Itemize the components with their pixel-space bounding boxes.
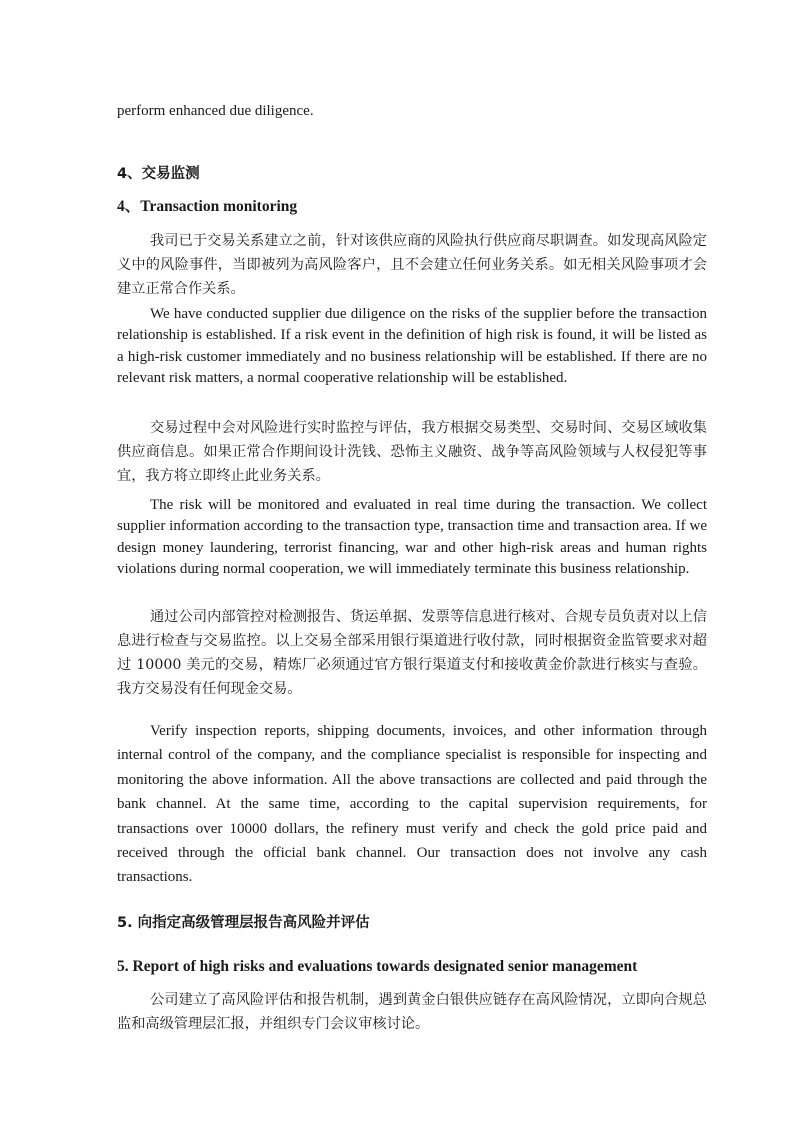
section-5-paragraph-1-zh: 公司建立了高风险评估和报告机制，遇到黄金白银供应链存在高风险情况，立即向合规总监和高级管理层汇报，并组织专门会议审核讨论。 <box>117 992 707 1032</box>
section-5-heading-en: 5. Report of high risks and evaluations towards designated senior management <box>117 958 638 975</box>
section-4-heading-zh: 4、交易监测 <box>117 166 200 182</box>
section-4-paragraph-2-zh: 交易过程中会对风险进行实时监控与评估，我方根据交易类型、交易时间、交易区域收集供应商信息。如果正常合作期间设计洗钱、恐怖主义融资、战争等高风险领域与人权侵犯等事宜，我方将立即终止此业务关系。 <box>117 420 707 484</box>
lead-sentence: perform enhanced due diligence. <box>117 103 314 119</box>
section-4-paragraph-3-en: Verify inspection reports, shipping documents, invoices, and other information through internal control of the company, and the compliance specialist is responsible for inspecting and monitoring the above information. All the above transactions are collected and paid through the bank channel. At the same time, according to the capital supervision requirements, for transactions over 10000 dollars, the refinery must verify and check the gold price paid and received through the official bank channel. Our transaction does not involve any cash transactions. <box>117 723 707 886</box>
section-4-paragraph-2-en: The risk will be monitored and evaluated in real time during the transaction. We collect supplier information according to the transaction type, transaction time and transaction area. If we design money laundering, terrorist financing, war and other high-risk areas and human rights violations during normal cooperation, we will immediately terminate this business relationship. <box>117 497 707 577</box>
section-4-paragraph-1-en: We have conducted supplier due diligence on the risks of the supplier before the transaction relationship is established. If a risk event in the definition of high risk is found, it will be listed as a high-risk customer immediately and no business relationship will be established. If there are no relevant risk matters, a normal cooperative relationship will be established. <box>117 306 707 386</box>
section-4-heading-en: 4、Transaction monitoring <box>117 198 298 215</box>
section-4-paragraph-1-zh: 我司已于交易关系建立之前，针对该供应商的风险执行供应商尽职调查。如发现高风险定义中的风险事件，当即被列为高风险客户，且不会建立任何业务关系。如无相关风险事项才会建立正常合作关系。 <box>117 233 707 297</box>
section-4-paragraph-3-zh: 通过公司内部管控对检测报告、货运单据、发票等信息进行核对、合规专员负责对以上信息进行检查与交易监控。以上交易全部采用银行渠道进行收付款，同时根据资金监管要求对超过 10000 美元的交易，精炼厂必须通过官方银行渠道支付和接收黄金价款进行核实与查验。我方交易没有任何现金交易。 <box>117 609 707 697</box>
section-5-heading-zh: 5. 向指定高级管理层报告高风险并评估 <box>117 915 370 931</box>
